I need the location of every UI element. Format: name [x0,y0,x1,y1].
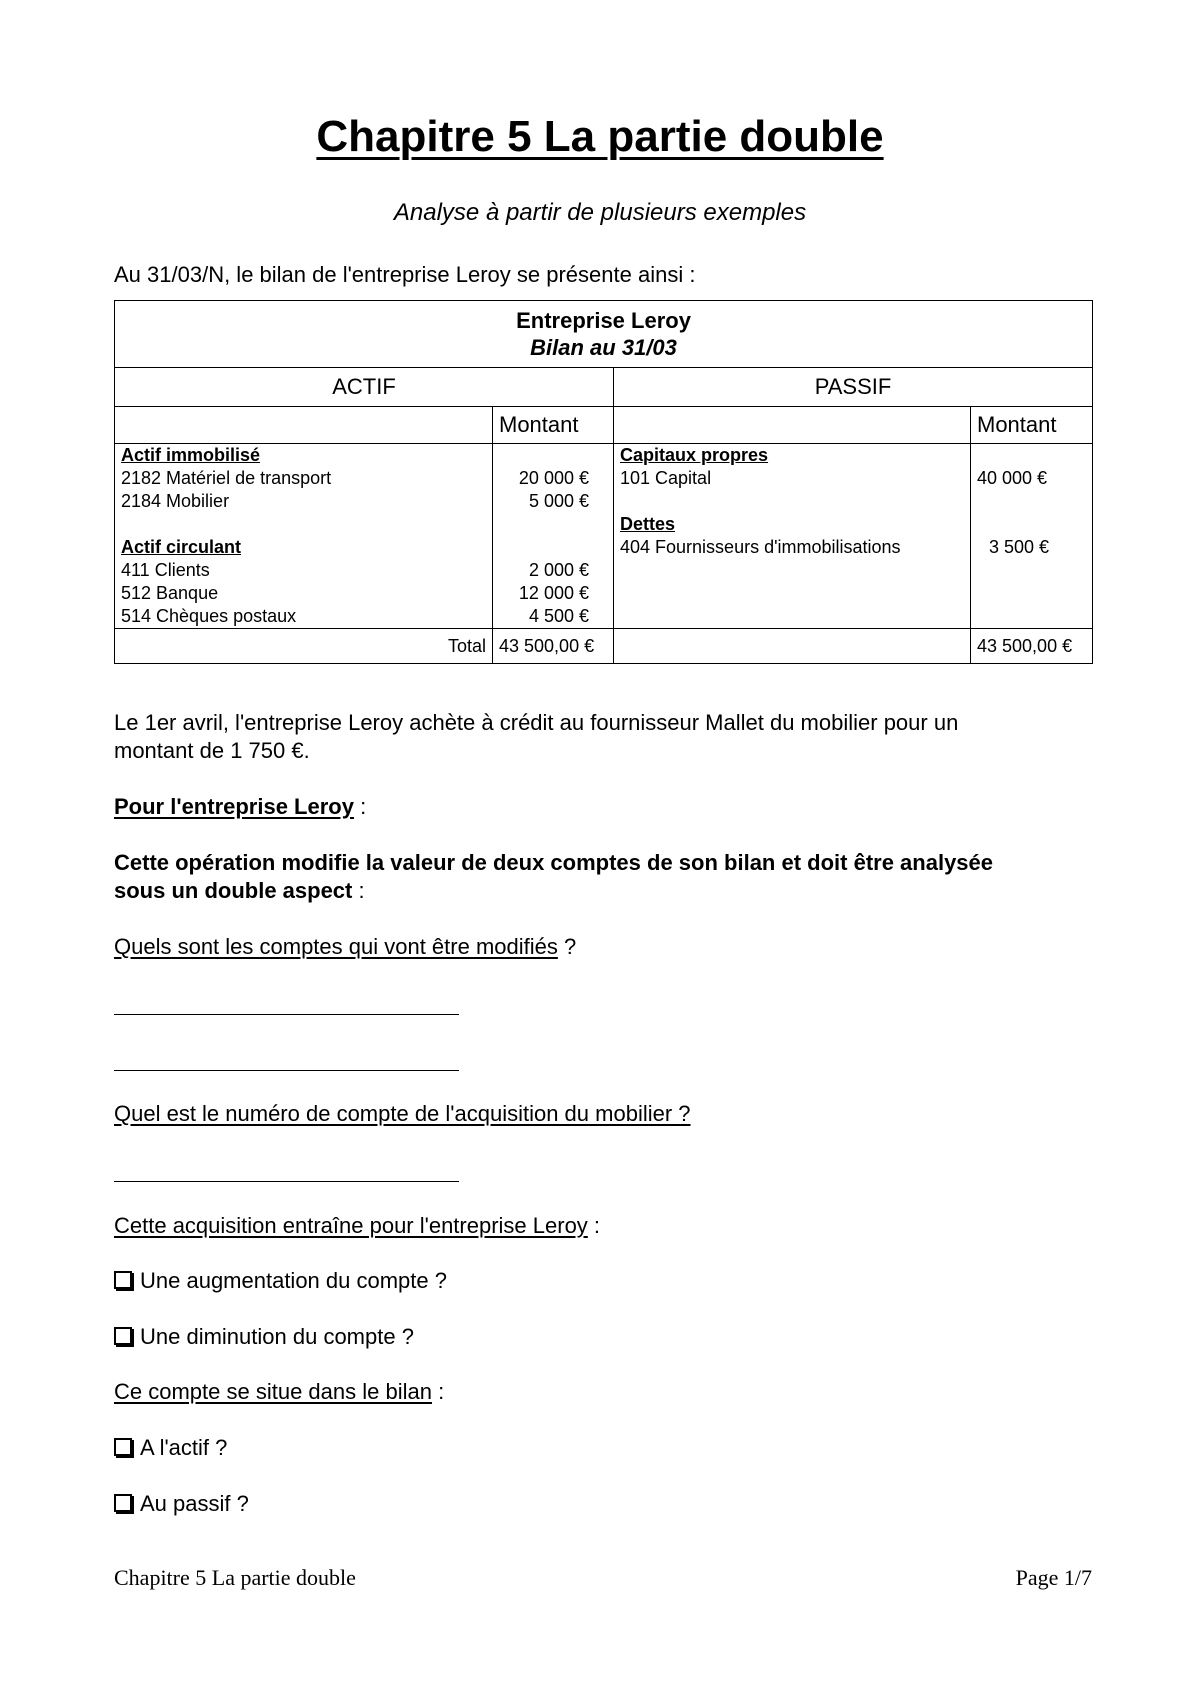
option-augmentation[interactable]: Une augmentation du compte ? [114,1268,447,1294]
passif-labels [614,444,971,629]
account-amount: 5 000 € [528,491,589,511]
checkbox-icon[interactable] [114,1494,132,1512]
checkbox-icon[interactable] [114,1327,132,1345]
account-amount: 3 500 € [989,537,1050,557]
total-passif: 43 500,00 € [971,629,1093,664]
actif-amounts [493,444,614,629]
pour-leroy-heading: Pour l'entreprise Leroy : [114,794,367,819]
answer-blank[interactable] [114,1181,459,1182]
account-amount: 4 500 € [528,606,589,626]
actif-labels [115,444,493,629]
footer-title: Chapitre 5 La partie double [114,1565,356,1590]
account-amount: 2 000 € [528,560,589,580]
passif-header: PASSIF [614,368,1093,407]
option-actif[interactable]: A l'actif ? [114,1435,227,1461]
intro-text: Au 31/03/N, le bilan de l'entreprise Leroy se présente ainsi : [114,262,696,287]
account-label: 514 Chèques postaux [121,606,297,626]
empty-cell [614,407,971,444]
bilan-table [114,300,1093,664]
paragraph-line: Le 1er avril, l'entreprise Leroy achète à crédit au fournisseur Mallet du mobilier pour un [114,710,959,735]
question-comptes: Quels sont les comptes qui vont être modifiés ? [114,934,577,959]
account-label: 411 Clients [121,560,210,580]
montant-header-passif: Montant [971,407,1093,444]
table-header [115,301,1093,368]
footer-page-number: Page 1/7 [1015,1565,1092,1590]
question-numero: Quel est le numéro de compte de l'acquisition du mobilier ? [114,1101,691,1126]
answer-blank[interactable] [114,1070,459,1071]
actif-header: ACTIF [115,368,614,407]
checkbox-icon[interactable] [114,1271,132,1289]
page-subtitle: Analyse à partir de plusieurs exemples [393,199,807,226]
checkbox-icon[interactable] [114,1438,132,1456]
empty-cell [614,629,971,664]
account-amount: 20 000 € [518,468,589,488]
total-actif: 43 500,00 € [493,629,614,664]
montant-header-actif: Montant [493,407,614,444]
answer-blank[interactable] [114,1014,459,1015]
account-label: 2184 Mobilier [121,491,230,511]
account-label: 101 Capital [620,468,712,488]
page-title: Chapitre 5 La partie double [316,112,884,161]
account-label: 512 Banque [121,583,219,603]
account-amount: 40 000 € [977,468,1048,488]
bold-statement: Cette opération modifie la valeur de deux comptes de son bilan et doit être analysée [114,850,994,875]
actif-circulant-title: Actif circulant [121,537,242,557]
bold-statement-end: sous un double aspect : [114,878,365,903]
passif-amounts [971,444,1093,629]
account-amount: 12 000 € [518,583,589,603]
account-label: 2182 Matériel de transport [121,468,332,488]
total-label: Total [115,629,493,664]
dettes-title: Dettes [620,514,676,534]
actif-immobilise-title: Actif immobilisé [121,445,261,465]
paragraph-line: montant de 1 750 €. [114,738,310,763]
option-diminution[interactable]: Une diminution du compte ? [114,1324,414,1350]
question-situation: Ce compte se situe dans le bilan : [114,1379,445,1404]
question-acquisition: Cette acquisition entraîne pour l'entreprise Leroy : [114,1213,601,1238]
capitaux-title: Capitaux propres [620,445,769,465]
account-label: 404 Fournisseurs d'immobilisations [620,537,901,557]
company-name: Entreprise Leroy [516,308,691,333]
empty-cell [115,407,493,444]
option-passif[interactable]: Au passif ? [114,1491,249,1517]
bilan-date: Bilan au 31/03 [530,335,677,360]
